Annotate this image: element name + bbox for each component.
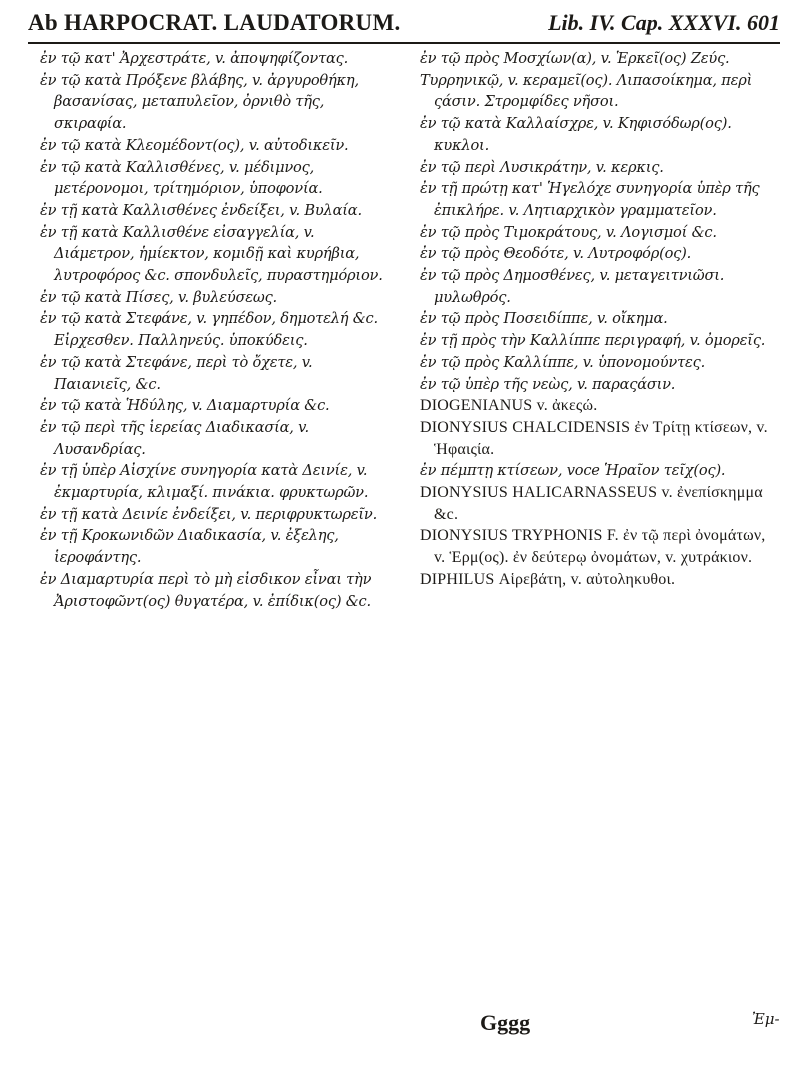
index-entry: ἐν τῷ πρὸς Θεοδότε, v. Λυτροφόρ(ος).: [420, 245, 692, 263]
index-entry: DIONYSIUS CHALCIDENSIS ἐν Τρίτῃ κτίσεων, v. Ἡφαιςία.: [420, 418, 768, 458]
index-entry: ἐν τῇ πρὸς τὴν Καλλίππε περιγραφή, v. ὀμορεῖς.: [420, 332, 766, 350]
index-entry: ἐν τῇ κατὰ Καλλισθένε εἰσαγγελία, v. Διάμετρον, ἡμίεκτον, κομιδῇ καὶ κυρήβια, λυτροφόρος &c. σπονδυλεῖς, πυραστημόριον.: [40, 223, 383, 285]
page-header: [28, 8, 780, 40]
index-entry: ἐν πέμπτῃ κτίσεων, voce Ἡραῖον τεῖχ(ος).: [420, 462, 726, 480]
index-entry: DIPHILUS Αἱρεβάτη, v. αὐτοληκυθοι.: [420, 570, 676, 588]
index-entry: ἐν τῷ κατὰ Καλλαίσχρε, v. Κηφισόδωρ(ος). κυκλοι.: [420, 115, 732, 154]
index-entry: ἐν τῷ πρὸς Καλλίππε, v. ὑπονομούντες.: [420, 353, 706, 371]
index-entry: ἐν τῷ περὶ τῆς ἱερείας Διαδικασία, v. Λυσανδρίας.: [40, 418, 309, 458]
right-column: [420, 48, 772, 1008]
index-entry: ἐν τῷ περὶ Λυσικράτην, v. κερκις.: [420, 158, 664, 176]
index-entry: ἐν τῷ πρὸς Δημοσθένες, v. μεταγειτνιῶσι. μυλωθρός.: [420, 267, 725, 306]
index-entry: DIOGENIANUS v. ἀκεςώ.: [420, 397, 598, 415]
left-column: [40, 48, 390, 1008]
index-entry: ἐν τῇ πρώτῃ κατ' Ἡγελόχε συνηγορία ὑπὲρ τῆς ἐπικλήρε. v. Λητιαρχικὸν γραμματεῖον.: [420, 180, 760, 219]
index-entry: ἐν τῷ πρὸς Μοσχίων(α), v. Ἑρκεῖ(ος) Ζεύς.: [420, 50, 730, 67]
index-entry: ἐν τῷ κατὰ Πρόξενε βλάβης, v. ἀργυροθήκη, βασανίσας, μεταπυλεῖον, ὀρνιθὸ τῆς, σκιραφία.: [40, 71, 359, 133]
index-entry: ἐν τῷ κατ' Ἀρχεστράτε, v. ἀποψηφίζοντας.: [40, 50, 349, 67]
index-entry: ἐν τῇ Κροκωνιδῶν Διαδικασία, v. ἐξελης, ἱεροφάντης.: [40, 527, 339, 567]
index-entry: ἐν τῷ ὑπὲρ τῆς νεὼς, v. παραςάσιν.: [420, 375, 676, 393]
index-entry: ἐν τῷ πρὸς Τιμοκράτους, v. Λογισμοί &c.: [420, 223, 717, 241]
index-entry: ἐν Διαμαρτυρία περὶ τὸ μὴ εἰσδικον εἶναι τὴν Ἀριστοφῶντ(ος) θυγατέρα, v. ἐπίδικ(ος) &c.: [40, 570, 372, 610]
index-entry: ἐν τῷ κατὰ Ἡδύλης, v. Διαμαρτυρία &c.: [40, 397, 330, 415]
page-reference: Lib. IV. Cap. XXXVI. 601: [548, 10, 780, 35]
header-rule: [28, 42, 780, 44]
index-entry: ἐν τῷ κατὰ Στεφάνε, περὶ τὸ ὄχετε, v. Παιανιεῖς, &c.: [40, 353, 313, 393]
signature-mark: Gggg: [480, 1010, 531, 1035]
index-entry: ἐν τῇ κατὰ Καλλισθένες ἐνδείξει, v. Βυλαία.: [40, 201, 362, 219]
running-title: Ab HARPOCRAT. LAUDATORUM.: [28, 10, 401, 35]
index-entry: ἐν τῷ κατὰ Κλεομέδοντ(ος), v. αὐτοδικεῖν.: [40, 136, 349, 154]
index-entry: ἐν τῷ κατὰ Στεφάνε, v. γηπέδον, δημοτελή &c. Εἰρχεσθεν. Παλληνεύς. ὑποκύδεις.: [40, 310, 378, 350]
index-entry: DIONYSIUS TRYPHONIS F. ἐν τῷ περὶ ὀνομάτων, v. Ἑρμ(ος). ἐν δεύτερῳ ὀνομάτων, v. χυτράκιον.: [420, 527, 766, 567]
index-entry: ἐν τῇ ὑπὲρ Αἰσχίνε συνηγορία κατὰ Δεινίε, v. ἐκμαρτυρία, κλιμαξί. πινάκια. φρυκτωρῶν.: [40, 462, 369, 502]
index-entry: ἐν τῇ κατὰ Δεινίε ἐνδείξει, v. περιφρυκτωρεῖν.: [40, 505, 378, 523]
index-entry: ἐν τῷ κατὰ Πίσες, v. βυλεύσεως.: [40, 288, 277, 306]
index-entry: DIONYSIUS HALICARNASSEUS v. ἐνεπίσκημμα &c.: [420, 484, 763, 523]
index-entry: ἐν τῷ πρὸς Ποσειδίππε, v. οἴκημα.: [420, 310, 668, 328]
catchword: Ἐμ-: [752, 1010, 780, 1028]
index-entry: ἐν τῷ κατὰ Καλλισθένες, v. μέδιμνος, μετέρονομοι, τρίτημόριον, ὑποφονία.: [40, 158, 323, 198]
index-entry: Τυρρηνικῷ, v. κεραμεῖ(ος). Λιπασοίκημα, περὶ ςάσιν. Στρομφίδες νῆσοι.: [420, 71, 753, 111]
